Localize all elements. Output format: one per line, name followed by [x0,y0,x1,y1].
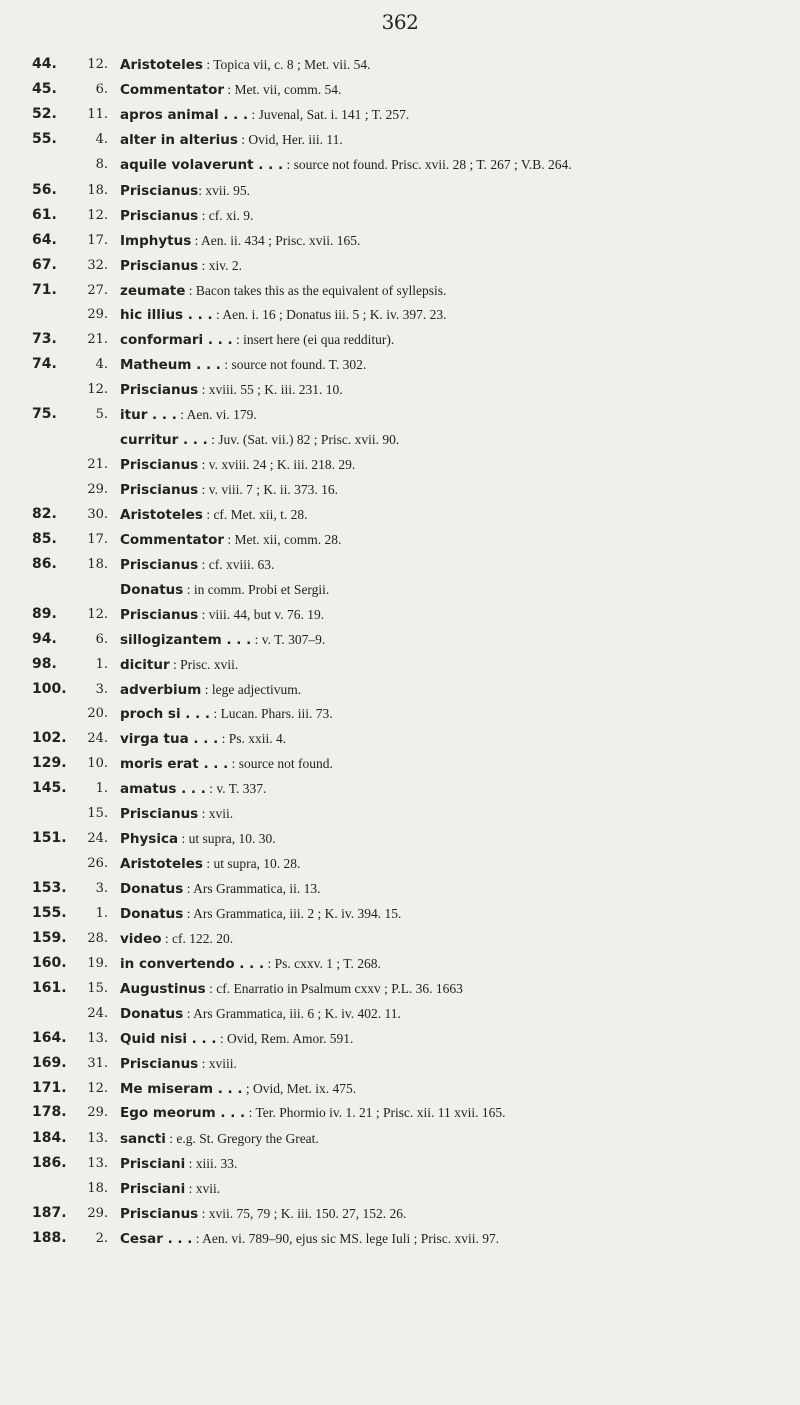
note-row [0,652,800,677]
note-keyword: Priscianus [120,382,199,399]
note-row [0,976,800,1001]
note-line-ref: 20. [87,706,108,722]
note-page-ref: 188. [32,1230,67,1247]
note-reference: : viii. 44, but v. 76. 19. [198,606,325,622]
note-reference: : Ps. cxxv. 1 ; T. 268. [264,955,381,971]
note-text [120,751,333,777]
note-line-ref: 2. [95,1231,108,1247]
note-page-ref: 45. [32,80,57,97]
note-row [0,527,800,552]
note-row [0,701,800,726]
note-text [120,627,325,653]
note-line-ref: 13. [87,1131,108,1147]
note-keyword: Aristoteles [120,57,203,73]
note-reference: : Ovid, Her. iii. 11. [237,131,343,147]
note-text [120,1051,237,1077]
note-reference: : insert here (ei qua redditur). [232,332,395,348]
note-reference: : Lucan. Phars. iii. 73. [210,706,333,722]
note-keyword: adverbium [120,681,202,698]
note-keyword: hic illius . . . [120,307,213,324]
note-reference: : xviii. 55 ; K. iii. 231. 10. [198,382,343,398]
note-page-ref: 186. [32,1155,67,1172]
note-text [120,477,338,503]
note-text [120,801,233,827]
note-keyword: Prisciani [120,1156,186,1173]
note-row [0,602,800,627]
note-page-ref: 155. [32,904,67,921]
note-keyword: Priscianus [120,207,199,224]
note-reference: : Ars Grammatica, ii. 13. [183,881,321,896]
note-page-ref: 153. [32,880,67,896]
note-keyword: Priscianus [120,457,199,474]
note-row [0,352,800,377]
note-line-ref: 3. [95,881,108,896]
note-reference: : Juvenal, Sat. i. 141 ; T. 257. [248,106,410,122]
note-reference: : Aen. vi. 789–90, ejus sic MS. lege Iuli ; Prisc. xvii. 97. [192,1231,500,1247]
note-row [0,926,800,951]
note-text [120,102,409,128]
note-text [120,77,341,103]
note-line-ref: 29. [87,482,108,497]
note-row [0,901,800,926]
note-reference: : ut supra, 10. 30. [178,831,276,847]
note-keyword: alter in alterius [120,131,238,148]
note-page-ref: 74. [32,356,57,373]
note-line-ref: 21. [87,457,108,473]
note-line-ref: 32. [87,257,108,273]
note-keyword: Quid nisi . . . [120,1030,217,1047]
note-line-ref: 15. [87,806,108,822]
note-text [120,602,324,628]
note-keyword: Commentator [120,531,225,548]
note-row [0,876,800,901]
note-line-ref: 1. [95,905,108,921]
note-keyword: Ego meorum . . . [120,1105,246,1122]
note-page-ref: 71. [32,281,57,298]
note-reference: : Aen. vi. 179. [176,407,257,423]
note-page-ref: 98. [32,655,57,672]
note-reference: : Ter. Phormio iv. 1. 21 ; Prisc. xii. 11 xvii. 165. [245,1105,506,1121]
note-reference: : cf. xviii. 63. [198,556,275,572]
note-line-ref: 21. [87,332,108,348]
note-reference: : Ps. xxii. 4. [218,731,287,747]
note-keyword: Me miseram . . . [120,1080,243,1097]
note-page-ref: 89. [32,605,57,622]
note-line-ref: 29. [87,1206,108,1222]
note-line-ref: 13. [87,1156,108,1172]
note-row [0,1176,800,1201]
note-page-ref: 102. [32,730,67,747]
note-page-ref: 85. [32,530,57,547]
note-reference: : Ars Grammatica, iii. 2 ; K. iv. 394. 15. [183,905,402,921]
note-text [120,951,381,977]
note-keyword: in convertendo . . . [120,955,265,972]
note-page-ref: 64. [32,231,57,248]
note-reference: : xvii. 95. [198,182,250,198]
note-page-ref: 129. [32,755,67,772]
note-text [120,327,394,353]
note-line-ref: 18. [87,1181,108,1197]
note-row [0,377,800,402]
note-keyword: Commentator [120,81,225,98]
note-text [120,701,333,727]
note-text [120,452,355,478]
note-line-ref: 5. [95,407,108,423]
note-keyword: Donatus [120,581,184,598]
note-line-ref: 17. [87,531,108,547]
note-line-ref: 12. [87,1080,108,1096]
note-reference: : e.g. St. Gregory the Great. [165,1131,319,1147]
note-keyword: Aristoteles [120,856,203,873]
note-row [0,402,800,427]
note-page-ref: 67. [32,256,57,273]
note-reference: : xvii. 75, 79 ; K. iii. 150. 27, 152. 26. [198,1206,407,1222]
note-keyword: Priscianus [120,482,199,498]
note-page-ref: 171. [32,1079,67,1096]
note-keyword: video [120,930,162,947]
note-page-ref: 94. [32,630,57,647]
note-keyword: Cesar . . . [120,1231,193,1248]
note-reference: : v. T. 307–9. [251,631,326,647]
note-text [120,1226,499,1252]
note-row [0,1126,800,1151]
note-reference: : Met. xii, comm. 28. [224,531,342,547]
note-keyword: Aristoteles [120,506,203,523]
note-reference: : xvii. [198,806,234,822]
note-keyword: sancti [120,1131,166,1148]
note-keyword: proch si . . . [120,706,211,723]
note-keyword: zeumate [120,282,186,299]
note-row [0,102,800,127]
note-reference: : xvii. [185,1181,221,1197]
note-reference: : cf. 122. 20. [161,930,234,946]
note-row [0,851,800,876]
note-line-ref: 26. [87,856,108,872]
note-page-ref: 52. [32,105,57,122]
note-line-ref: 12. [87,57,108,72]
note-line-ref: 6. [95,631,108,647]
note-keyword: Imphytus [120,232,192,249]
note-text [120,278,446,304]
note-page-ref: 73. [32,331,57,348]
note-page-ref: 184. [32,1130,67,1147]
note-row [0,477,800,502]
note-keyword: Priscianus [120,606,199,623]
note-keyword: Augustinus [120,980,206,997]
note-row [0,253,800,278]
note-text [120,1105,506,1120]
note-keyword: dicitur [120,656,170,673]
note-row [0,77,800,102]
note-line-ref: 6. [95,81,108,97]
note-page-ref: 187. [32,1205,67,1222]
page-number: 362 [381,10,419,34]
note-line-ref: 18. [87,556,108,572]
note-line-ref: 12. [87,606,108,622]
note-line-ref: 24. [87,731,108,747]
note-row [0,1076,800,1101]
note-reference: : cf. xi. 9. [198,207,254,223]
note-line-ref: 31. [87,1055,108,1071]
note-keyword: Priscianus [120,257,199,274]
note-keyword: amatus . . . [120,781,206,798]
note-keyword: Donatus [120,905,184,922]
note-text [120,826,276,852]
note-line-ref: 1. [95,781,108,797]
note-text [120,157,572,172]
note-row [0,751,800,776]
note-keyword: Priscianus [120,556,199,573]
note-reference: : v. xviii. 24 ; K. iii. 218. 29. [198,457,356,473]
note-line-ref: 24. [87,831,108,847]
note-keyword: Priscianus [120,1206,199,1223]
notes-list [0,52,800,1251]
note-line-ref: 18. [87,182,108,198]
note-reference: : Ars Grammatica, iii. 6 ; K. iv. 402. 11. [183,1005,401,1021]
note-text [120,427,399,453]
note-reference: : Aen. i. 16 ; Donatus iii. 5 ; K. iv. 397. 23. [212,307,447,323]
note-reference: ; Ovid, Met. ix. 475. [242,1080,357,1096]
note-keyword: apros animal . . . [120,106,249,123]
note-row [0,1226,800,1251]
note-reference: : source not found. [228,756,333,772]
note-text [120,52,370,78]
note-text [120,1076,356,1102]
note-row [0,776,800,801]
note-reference: : Aen. ii. 434 ; Prisc. xvii. 165. [191,232,361,248]
note-reference: : ut supra, 10. 28. [202,856,301,872]
note-text [120,851,300,877]
note-reference: : Topica vii, c. 8 ; Met. vii. 54. [202,57,371,72]
note-row [0,726,800,751]
note-reference: : lege adjectivum. [201,681,302,697]
note-text [120,901,401,927]
note-text [120,552,274,578]
note-keyword: sillogizantem . . . [120,631,252,648]
note-keyword: aquile volaverunt . . . [120,156,284,173]
note-reference: : source not found. Prisc. xvii. 28 ; T. 267 ; V.B. 264. [283,156,572,172]
note-text [120,253,242,279]
note-text [120,1026,353,1052]
note-keyword: moris erat . . . [120,756,229,773]
note-line-ref: 19. [87,955,108,971]
note-row [0,327,800,352]
note-page-ref: 151. [32,830,67,847]
note-line-ref: 11. [87,106,108,122]
note-page-ref: 56. [32,181,57,198]
note-row [0,228,800,253]
note-row [0,203,800,228]
note-keyword: Priscianus [120,806,199,823]
note-row [0,1026,800,1051]
note-reference: : source not found. T. 302. [220,357,367,373]
note-page-ref: 44. [32,56,57,72]
note-row [0,152,800,178]
note-keyword: curritur . . . [120,432,208,449]
note-line-ref: 12. [87,382,108,398]
note-page-ref: 61. [32,206,57,223]
note-reference: : v. viii. 7 ; K. ii. 373. 16. [198,482,338,497]
note-row [0,427,800,452]
note-line-ref: 3. [95,681,108,697]
note-line-ref: 15. [87,980,108,996]
note-page-ref: 161. [32,979,67,996]
note-text [120,502,308,528]
note-page-ref: 145. [32,780,67,797]
note-reference: : Prisc. xvii. [169,656,239,672]
note-page-ref: 169. [32,1054,67,1071]
note-line-ref: 29. [87,307,108,323]
note-keyword: conformari . . . [120,332,233,349]
note-row [0,127,800,152]
note-keyword: Matheum . . . [120,357,221,374]
note-line-ref: 17. [87,232,108,248]
note-reference: : cf. Enarratio in Psalmum cxxv ; P.L. 36. 1663 [205,980,463,996]
note-row [0,1100,800,1126]
note-keyword: itur . . . [120,407,177,424]
note-line-ref: 4. [95,357,108,373]
note-page-ref: 55. [32,130,57,147]
note-line-ref: 13. [87,1030,108,1046]
note-text [120,377,343,403]
note-row [0,552,800,577]
note-reference: : Bacon takes this as the equivalent of syllepsis. [185,282,447,298]
note-text [120,178,250,204]
note-row [0,577,800,602]
note-keyword: Priscianus [120,1055,199,1072]
note-row [0,677,800,702]
note-text [120,228,360,254]
note-row [0,627,800,652]
note-reference: : Juv. (Sat. vii.) 82 ; Prisc. xvii. 90. [207,432,400,448]
note-reference: : xiv. 2. [198,257,242,273]
note-line-ref: 29. [87,1105,108,1121]
note-text [120,203,253,229]
note-row [0,1051,800,1076]
note-keyword: Physica [120,831,179,848]
note-row [0,52,800,77]
note-line-ref: 4. [95,131,108,147]
note-row [0,1201,800,1226]
note-text [120,726,286,752]
note-page-ref: 160. [32,954,67,971]
note-row [0,1001,800,1026]
note-text [120,677,301,703]
note-row [0,826,800,851]
note-text [120,527,341,553]
note-text [120,127,343,153]
note-line-ref: 30. [87,506,108,522]
note-row [0,278,800,303]
note-row [0,951,800,976]
note-page-ref: 178. [32,1104,67,1121]
note-line-ref: 1. [95,656,108,672]
note-row [0,302,800,327]
note-text [120,352,366,378]
note-text [120,976,463,1002]
note-line-ref: 28. [87,930,108,946]
note-reference: : Ovid, Rem. Amor. 591. [216,1030,354,1046]
note-page-ref: 82. [32,505,57,522]
note-page-ref: 159. [32,929,67,946]
note-text [120,1001,401,1027]
note-keyword: Donatus [120,1005,184,1022]
note-row [0,502,800,527]
note-page-ref: 100. [32,680,67,697]
note-keyword: Donatus [120,881,184,897]
note-page-ref: 75. [32,406,57,423]
note-page-ref: 164. [32,1029,67,1046]
note-text [120,876,321,902]
note-line-ref: 27. [87,282,108,298]
note-row [0,178,800,203]
note-row [0,801,800,826]
note-text [120,926,233,952]
note-row [0,452,800,477]
note-line-ref: 10. [87,756,108,772]
note-reference: : cf. Met. xii, t. 28. [202,506,308,522]
note-text [120,776,266,802]
note-text [120,302,446,328]
note-text [120,652,238,678]
note-keyword: Prisciani [120,1181,186,1198]
note-row [0,1151,800,1176]
note-page-ref: 86. [32,555,57,572]
note-keyword: Priscianus [120,182,199,199]
note-line-ref: 24. [87,1005,108,1021]
note-text [120,1126,319,1152]
note-line-ref: 8. [95,156,108,172]
note-reference: : xviii. [198,1055,237,1071]
note-text [120,1176,220,1202]
note-text [120,577,329,603]
note-reference: : xiii. 33. [185,1156,238,1172]
note-text [120,1151,237,1177]
note-reference: : in comm. Probi et Sergii. [183,581,330,597]
note-reference: : Met. vii, comm. 54. [224,81,342,97]
note-text [120,1201,406,1227]
note-reference: : v. T. 337. [205,781,267,797]
note-line-ref: 12. [87,207,108,223]
note-text [120,402,257,428]
note-keyword: virga tua . . . [120,731,219,748]
